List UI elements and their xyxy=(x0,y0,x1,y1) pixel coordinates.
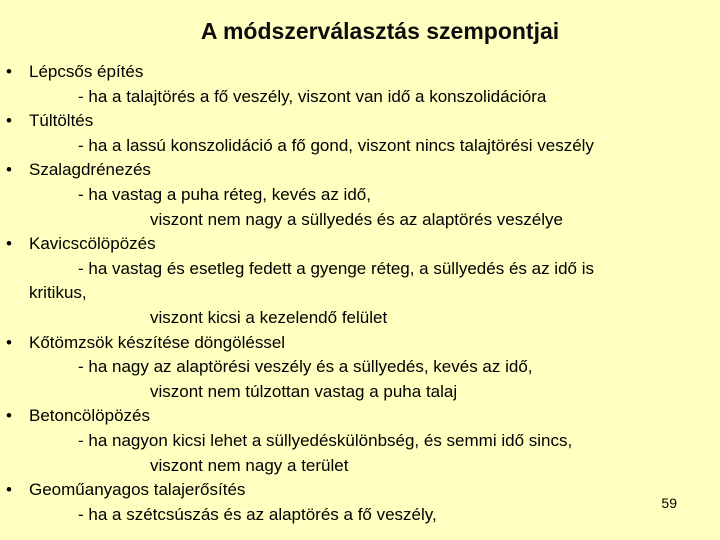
item-detail: - ha nagy az alaptörési veszély és a süllyedés, kevés az idő, xyxy=(78,357,533,377)
list-item xyxy=(6,404,706,429)
item-label: Lépcsős építés xyxy=(29,62,144,81)
item-detail: - ha vastag és esetleg fedett a gyenge réteg, a süllyedés és az idő is xyxy=(78,258,594,278)
item-detail-continuation: viszont nem túlzottan vastag a puha talaj xyxy=(150,381,458,401)
list-item xyxy=(6,60,706,85)
item-detail-continuation: viszont nem nagy a terület xyxy=(150,455,349,475)
bullet-icon: • xyxy=(6,62,12,81)
item-label: Geoműanyagos talajerősítés xyxy=(29,480,246,500)
list-item xyxy=(6,109,706,134)
bullet-icon: • xyxy=(6,234,12,254)
item-detail: - ha a talajtörés a fő veszély, viszont van idő a konszolidációra xyxy=(78,86,547,106)
item-label: Kőtömzsök készítése döngöléssel xyxy=(29,332,286,352)
bullet-icon: • xyxy=(6,332,12,352)
item-detail: - ha nagyon kicsi lehet a süllyedéskülönbség, és semmi idő sincs, xyxy=(78,430,573,450)
item-label: Szalagdrénezés xyxy=(29,160,151,180)
item-detail: - ha vastag a puha réteg, kevés az idő, xyxy=(78,184,371,204)
list-item xyxy=(6,158,706,183)
bullet-icon: • xyxy=(6,160,12,180)
item-detail-wrap: kritikus, xyxy=(29,283,87,303)
bullet-icon: • xyxy=(6,480,12,500)
item-detail: - ha a lassú konszolidáció a fő gond, viszont nincs talajtörési veszély xyxy=(78,135,594,155)
item-label: Túltöltés xyxy=(29,111,94,131)
item-detail-continuation: viszont nem nagy a süllyedés és az alaptörés veszélye xyxy=(150,209,563,229)
list-item xyxy=(6,331,706,356)
slide-title: A módszerválasztás szempontjai xyxy=(200,18,560,44)
item-label: Kavicscölöpözés xyxy=(29,234,156,254)
bullet-list xyxy=(6,60,706,527)
item-label: Betoncölöpözés xyxy=(29,406,150,426)
bullet-icon: • xyxy=(6,406,12,426)
item-detail-continuation: viszont kicsi a kezelendő felület xyxy=(150,307,388,327)
item-detail: - ha a szétcsúszás és az alaptörés a fő veszély, xyxy=(78,504,437,524)
list-item xyxy=(6,478,706,503)
list-item xyxy=(6,232,706,257)
page-number: 59 xyxy=(661,495,677,511)
bullet-icon: • xyxy=(6,111,12,131)
